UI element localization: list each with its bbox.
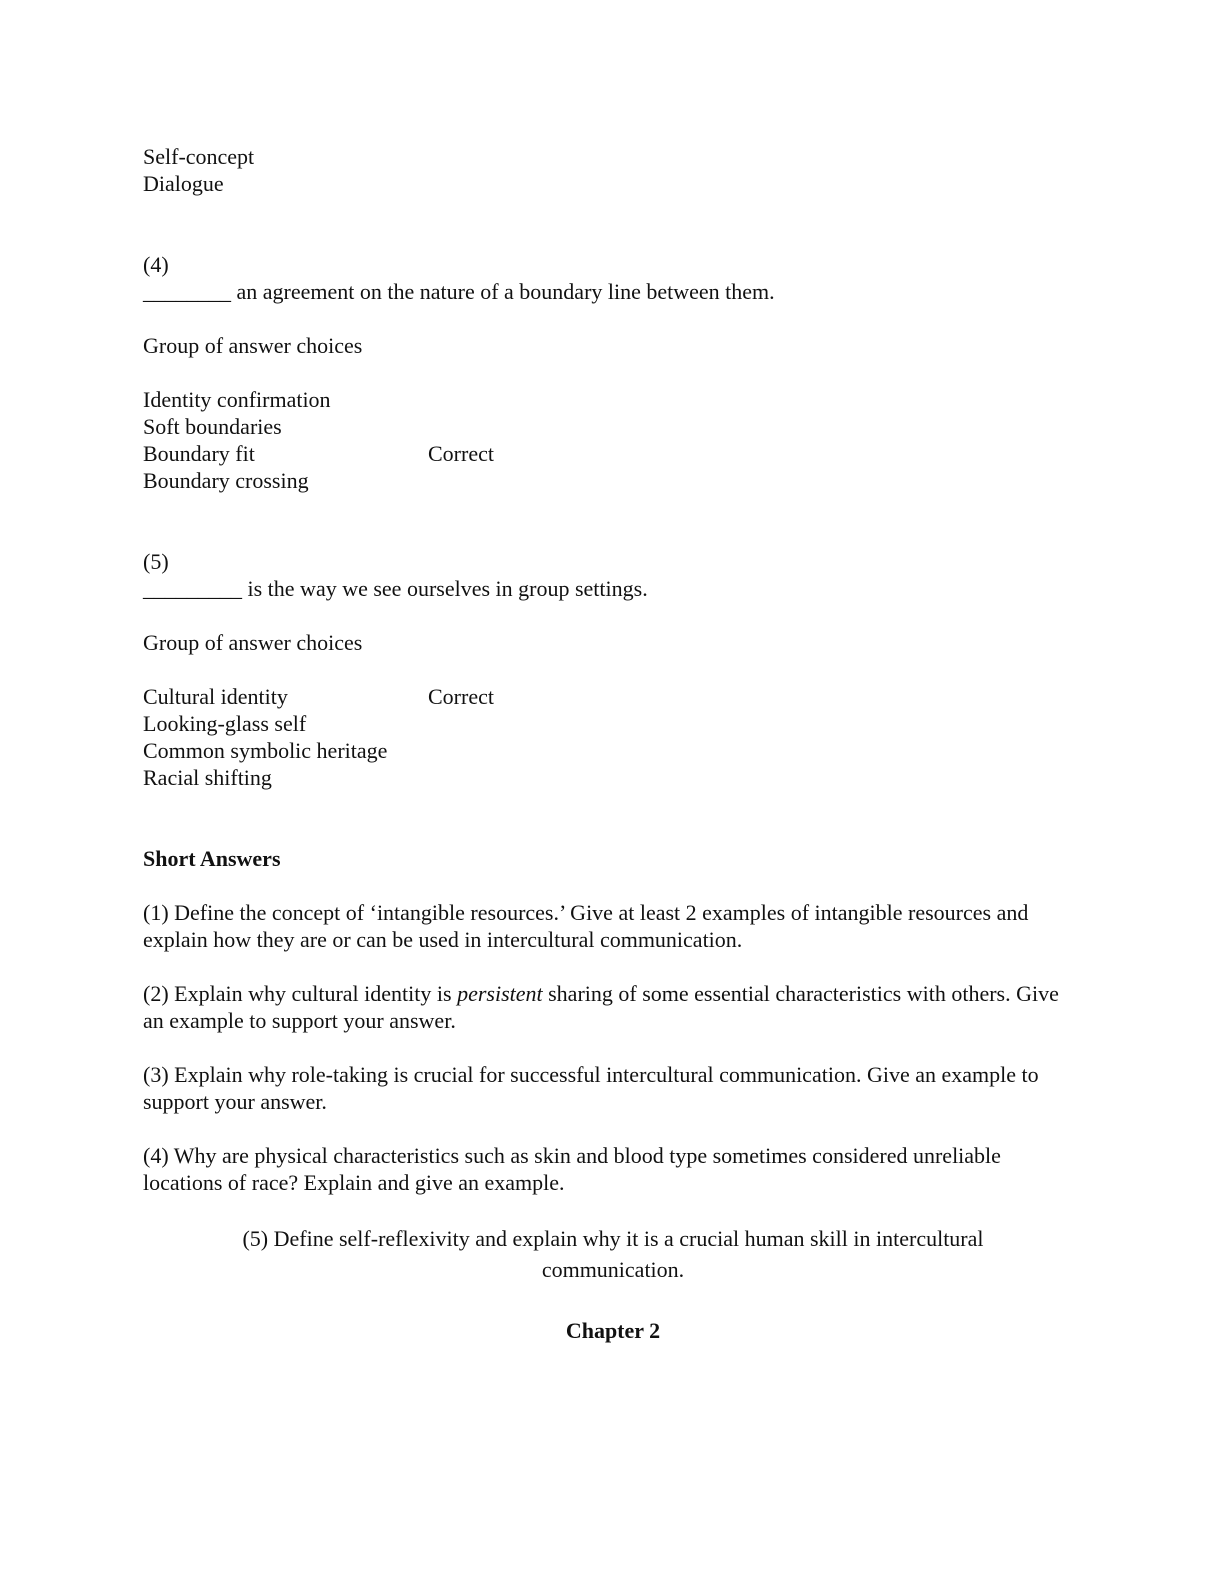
- question-prompt: _________ is the way we see ourselves in group settings.: [143, 576, 648, 601]
- choices-label: Group of answer choices: [143, 630, 363, 655]
- chapter-title: Chapter 2: [565, 1318, 661, 1343]
- answer-choice-text: Boundary fit: [143, 441, 255, 466]
- choice-self-concept: Self-concept: [143, 144, 255, 169]
- question-4: [143, 251, 1083, 494]
- answer-choice: [143, 467, 1083, 494]
- question-5: [143, 548, 1083, 791]
- answer-choice: [143, 764, 1083, 791]
- answer-choice: [143, 737, 1083, 764]
- correct-mark: Correct: [428, 684, 494, 709]
- short-answer-2-emphasis: persistent: [457, 981, 543, 1006]
- question-prompt: ________ an agreement on the nature of a boundary line between them.: [143, 279, 775, 304]
- choices-label: Group of answer choices: [143, 333, 363, 358]
- answer-choice: [143, 386, 1083, 413]
- answer-choice: [143, 683, 1083, 710]
- choice-dialogue: Dialogue: [143, 171, 224, 196]
- answer-choice: [143, 440, 1083, 467]
- short-answer-4: (4) Why are physical characteristics such as skin and blood type sometimes considered unreliable locations of race? Explain and give an example.: [143, 1143, 1001, 1195]
- short-answer-3: (3) Explain why role-taking is crucial for successful intercultural communication. Give an example to support your answer.: [143, 1062, 1039, 1114]
- answer-choice-text: Looking-glass self: [143, 711, 307, 736]
- answer-choice-text: Soft boundaries: [143, 414, 282, 439]
- answer-choice-text: Common symbolic heritage: [143, 738, 388, 763]
- short-answer-2-before: (2) Explain why cultural identity is: [143, 981, 458, 1006]
- document-page: [143, 143, 1083, 1344]
- answer-choice: [143, 413, 1083, 440]
- answer-choice-text: Cultural identity: [143, 684, 288, 709]
- answer-choice-text: Racial shifting: [143, 765, 272, 790]
- question-number: (4): [143, 252, 169, 277]
- question-number: (5): [143, 549, 169, 574]
- short-answer-2-after: sharing of some essential characteristics with others. Give an example to support your answer.: [143, 981, 1059, 1033]
- answer-choice-text: Boundary crossing: [143, 468, 309, 493]
- short-answer-2: [143, 980, 1083, 1034]
- short-answer-5: (5) Define self-reflexivity and explain why it is a crucial human skill in intercultural communication.: [242, 1226, 984, 1282]
- short-answer-1: (1) Define the concept of ‘intangible resources.’ Give at least 2 examples of intangible resources and explain how they are or can be used in intercultural communication.: [143, 900, 1029, 952]
- correct-mark: Correct: [428, 441, 494, 466]
- answer-choice: [143, 710, 1083, 737]
- short-answers-section: [143, 845, 1083, 1285]
- short-answers-heading: Short Answers: [143, 846, 281, 871]
- answer-choice-text: Identity confirmation: [143, 387, 331, 412]
